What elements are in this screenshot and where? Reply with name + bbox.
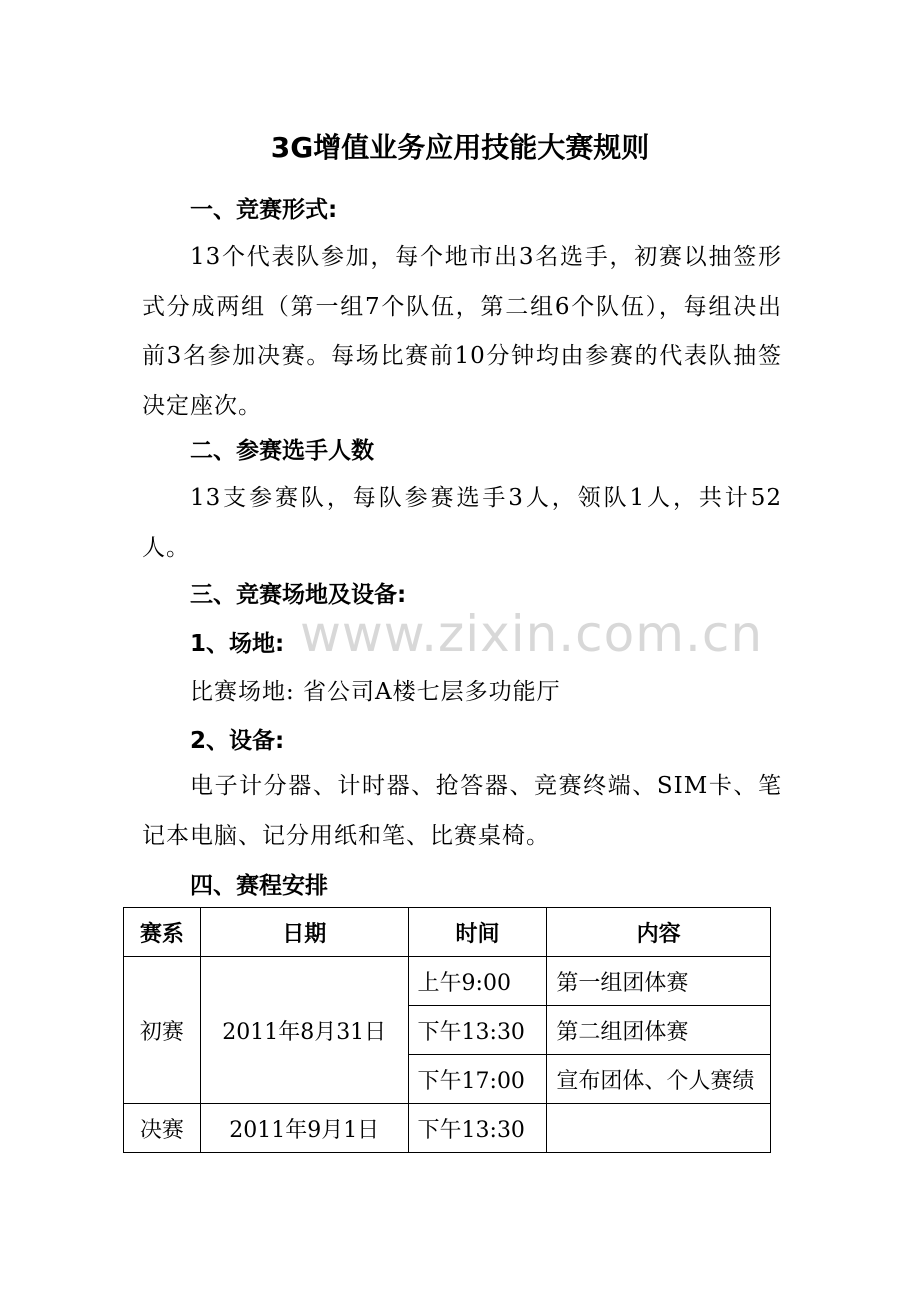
- section-3-heading: 三、竞赛场地及设备:: [190, 582, 407, 608]
- section-1-heading: 一、竞赛形式:: [190, 197, 338, 223]
- header-content: 内容: [547, 908, 771, 957]
- time-cell: 上午9:00: [408, 957, 547, 1006]
- section-1-paragraph: 13个代表队参加，每个地市出3名选手，初赛以抽签形式分成两组（第一组7个队伍，第二组6个队伍），每组决出前3名参加决赛。每场比赛前10分钟均由参赛的代表队抽签决定座次。: [142, 244, 782, 419]
- document-title: 3G增值业务应用技能大赛规则: [270, 131, 650, 164]
- content-cell: 第一组团体赛: [547, 957, 771, 1006]
- section-2-paragraph: 13支参赛队，每队参赛选手3人，领队1人，共计52人。: [142, 485, 782, 561]
- prelim-stage-cell: 初赛: [124, 957, 201, 1104]
- table-row: [124, 957, 771, 1006]
- section-3-equipment-paragraph: 电子计分器、计时器、抢答器、竞赛终端、SIM卡、笔记本电脑、记分用纸和笔、比赛桌椅。: [142, 773, 782, 849]
- table-row: [124, 1104, 771, 1153]
- section-3-equipment-heading: 2、设备:: [190, 728, 285, 754]
- final-stage-cell: 决赛: [124, 1104, 201, 1153]
- content-cell: 宣布团体、个人赛绩: [547, 1055, 771, 1104]
- watermark-text: www.zixin.com.cn: [300, 605, 764, 663]
- header-stage: 赛系: [124, 908, 201, 957]
- content-cell: [547, 1104, 771, 1153]
- time-cell: 下午17:00: [408, 1055, 547, 1104]
- table-header-row: [124, 908, 771, 957]
- section-4-heading: 四、赛程安排: [190, 873, 328, 899]
- time-cell: 下午13:30: [408, 1104, 547, 1153]
- section-3-venue-text: 比赛场地: 省公司A楼七层多功能厅: [190, 679, 561, 705]
- header-date: 日期: [200, 908, 408, 957]
- schedule-table: [123, 907, 771, 1153]
- time-cell: 下午13:30: [408, 1006, 547, 1055]
- prelim-date-cell: 2011年8月31日: [200, 957, 408, 1104]
- content-cell: 第二组团体赛: [547, 1006, 771, 1055]
- section-2-heading: 二、参赛选手人数: [190, 438, 374, 464]
- section-3-venue-heading: 1、场地:: [190, 631, 285, 657]
- final-date-cell: 2011年9月1日: [200, 1104, 408, 1153]
- header-time: 时间: [408, 908, 547, 957]
